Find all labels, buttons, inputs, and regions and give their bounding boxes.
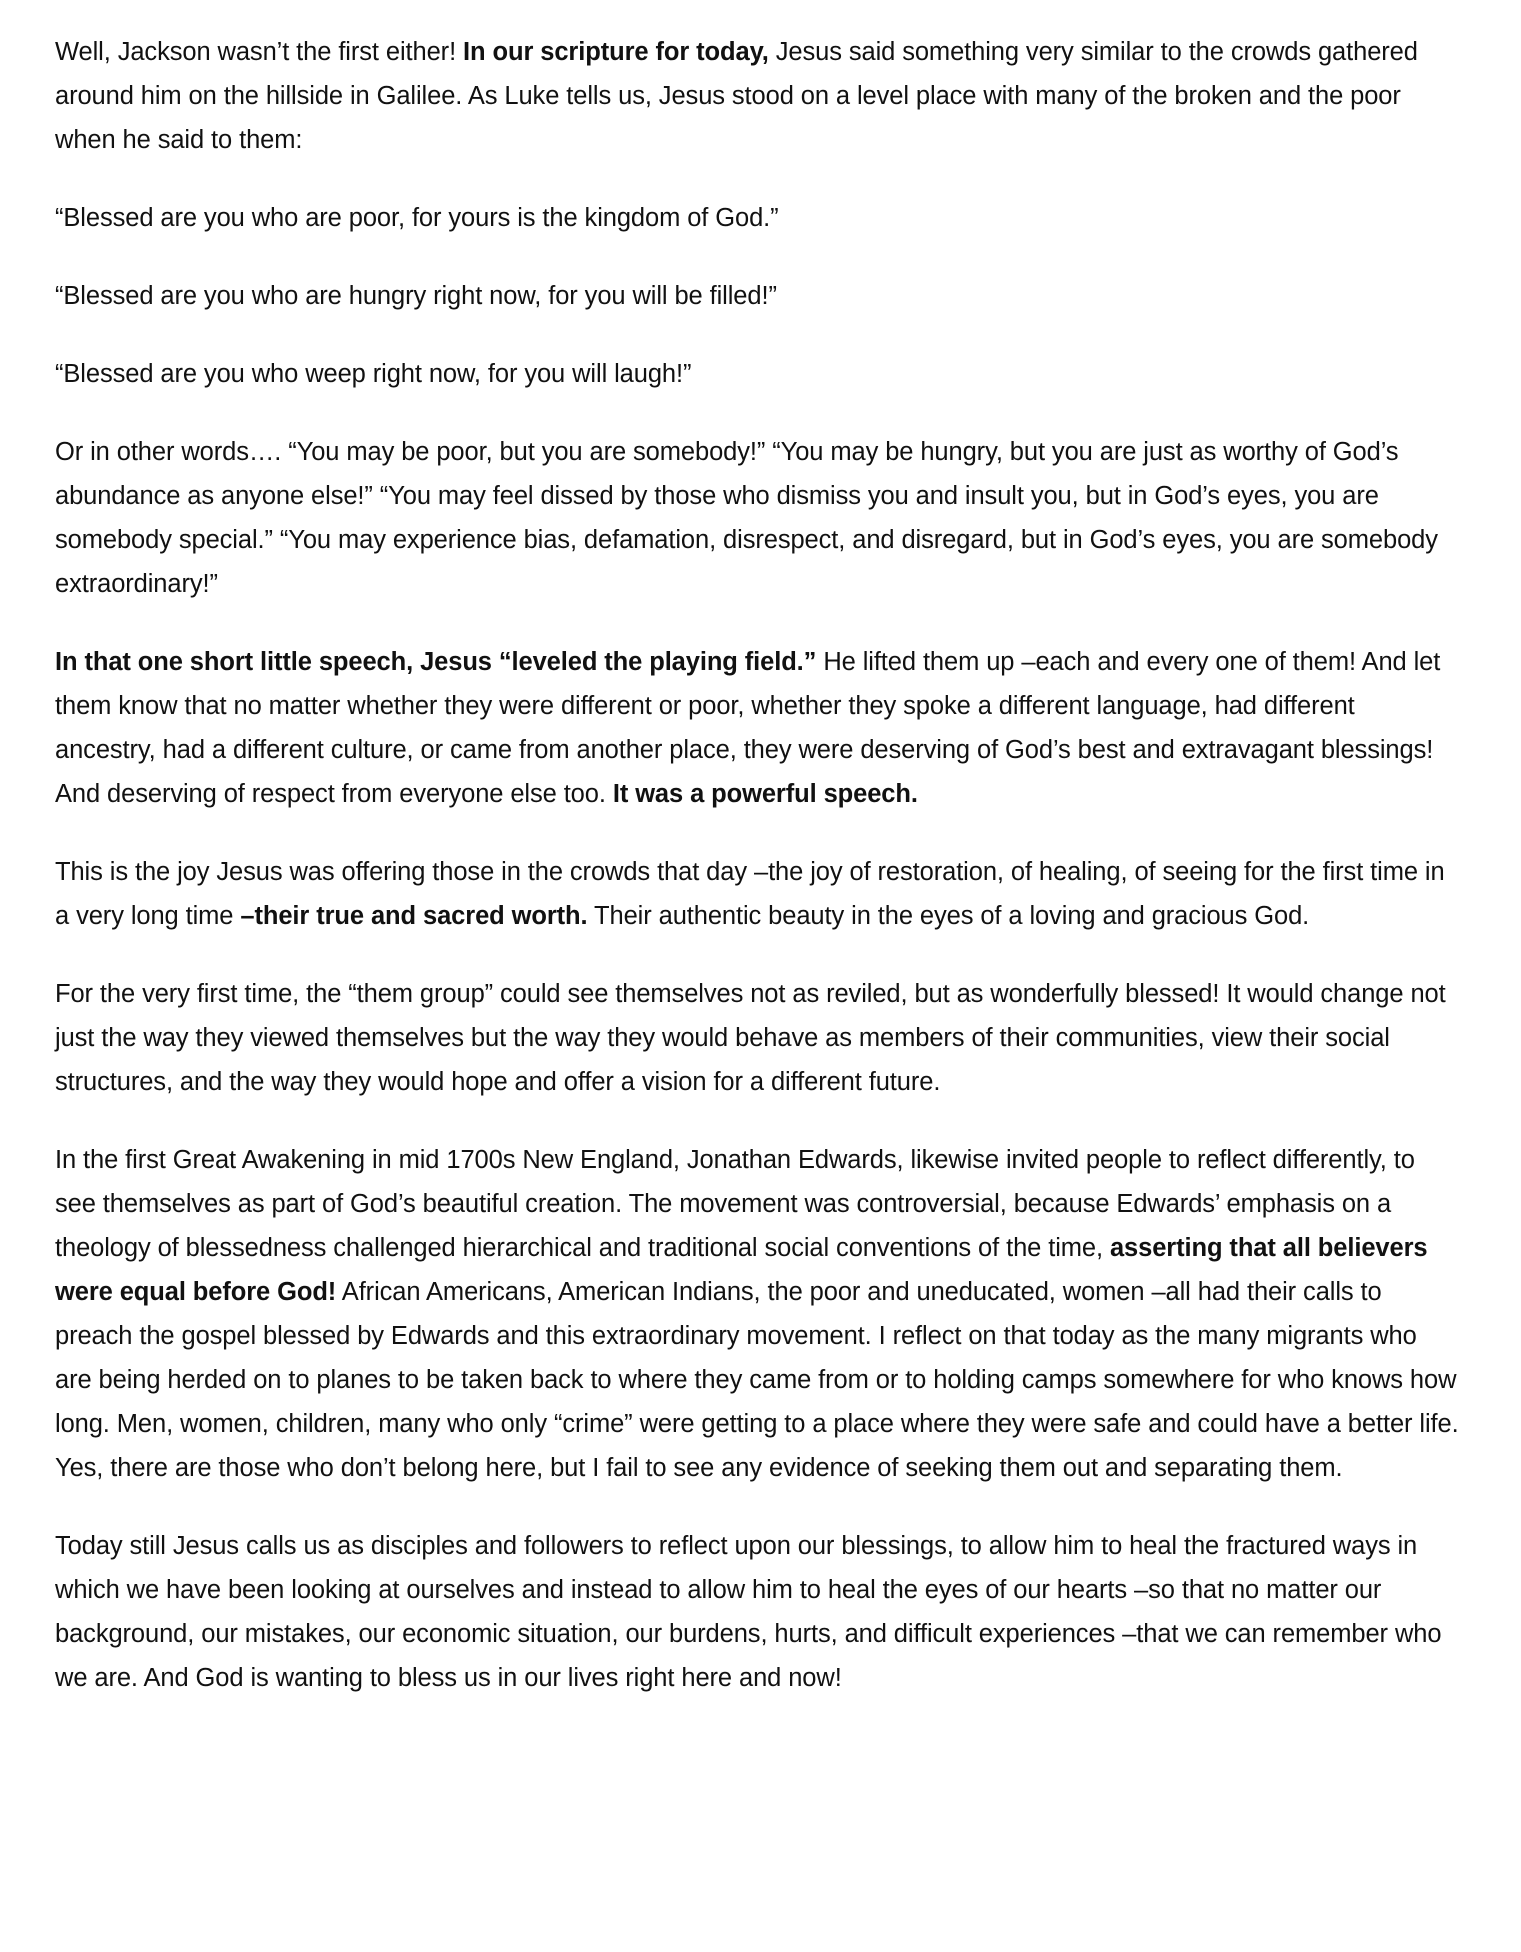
paragraph bbox=[55, 196, 1460, 240]
paragraph bbox=[55, 1524, 1460, 1700]
bold-text: In that one short little speech, Jesus “leveled the playing field.” bbox=[55, 648, 817, 676]
document-body bbox=[55, 30, 1460, 1734]
body-text: Or in other words…. “You may be poor, but you are somebody!” “You may be hungry, but you are just as worthy of God’s abundance as anyone else!” “You may feel dissed by those who dismiss you and insult you, but in God’s eyes, you are somebody special.” “You may experience bias, defamation, disrespect, and disregard, but in God’s eyes, you are somebody extraordinary!” bbox=[55, 438, 1438, 598]
body-text: “Blessed are you who are hungry right now, for you will be filled!” bbox=[55, 282, 777, 310]
paragraph bbox=[55, 972, 1460, 1104]
body-text: Today still Jesus calls us as disciples and followers to reflect upon our blessings, to allow him to heal the fractured ways in which we have been looking at ourselves and instead to allow him to heal the eyes of our hearts –so that no matter our background, our mistakes, our economic situation, our burdens, hurts, and difficult experiences –that we can remember who we are. And God is wanting to bless us in our lives right here and now! bbox=[55, 1532, 1442, 1692]
body-text: “Blessed are you who are poor, for yours is the kingdom of God.” bbox=[55, 204, 779, 232]
bold-text: –their true and sacred worth. bbox=[240, 902, 588, 930]
body-text: African Americans, American Indians, the poor and uneducated, women –all had their calls to preach the gospel blessed by Edwards and this extraordinary movement. I reflect on that today as the many migrants who are being herded on to planes to be taken back to where they came from or to holding camps somewhere for who knows how long. Men, women, children, many who only “crime” were getting to a place where they were safe and could have a better life. Yes, there are those who don’t belong here, but I fail to see any evidence of seeking them out and separating them. bbox=[55, 1278, 1459, 1482]
paragraph bbox=[55, 352, 1460, 396]
body-text: This is the joy Jesus was offering those in the crowds that day –the joy of restoration, of healing, of seeing for the first time in a very long time bbox=[55, 858, 1445, 930]
bold-text: asserting that all believers were equal before God! bbox=[55, 1234, 1428, 1306]
body-text: In the first Great Awakening in mid 1700s New England, Jonathan Edwards, likewise invited people to reflect differently, to see themselves as part of God’s beautiful creation. The movement was controversial, because Edwards’ emphasis on a theology of blessedness challenged hierarchical and traditional social conventions of the time, bbox=[55, 1146, 1415, 1262]
body-text: For the very first time, the “them group” could see themselves not as reviled, but as wonderfully blessed! It would change not just the way they viewed themselves but the way they would behave as members of their communities, view their social structures, and the way they would hope and offer a vision for a different future. bbox=[55, 980, 1446, 1096]
bold-text: It was a powerful speech. bbox=[612, 780, 918, 808]
paragraph bbox=[55, 274, 1460, 318]
bold-text: In our scripture for today, bbox=[463, 38, 769, 66]
paragraph bbox=[55, 850, 1460, 938]
body-text: Jesus said something very similar to the crowds gathered around him on the hillside in Galilee. As Luke tells us, Jesus stood on a level place with many of the broken and the poor when he said to them: bbox=[55, 38, 1418, 154]
paragraph bbox=[55, 430, 1460, 606]
paragraph bbox=[55, 1138, 1460, 1490]
paragraph bbox=[55, 640, 1460, 816]
body-text: “Blessed are you who weep right now, for you will laugh!” bbox=[55, 360, 692, 388]
paragraph bbox=[55, 30, 1460, 162]
body-text: Their authentic beauty in the eyes of a loving and gracious God. bbox=[587, 902, 1310, 930]
body-text: Well, Jackson wasn’t the first either! bbox=[55, 38, 464, 66]
body-text: He lifted them up –each and every one of them! And let them know that no matter whether they were different or poor, whether they spoke a different language, had different ancestry, had a different culture, or came from another place, they were deserving of God’s best and extravagant blessings! And deserving of respect from everyone else too. bbox=[55, 648, 1441, 808]
